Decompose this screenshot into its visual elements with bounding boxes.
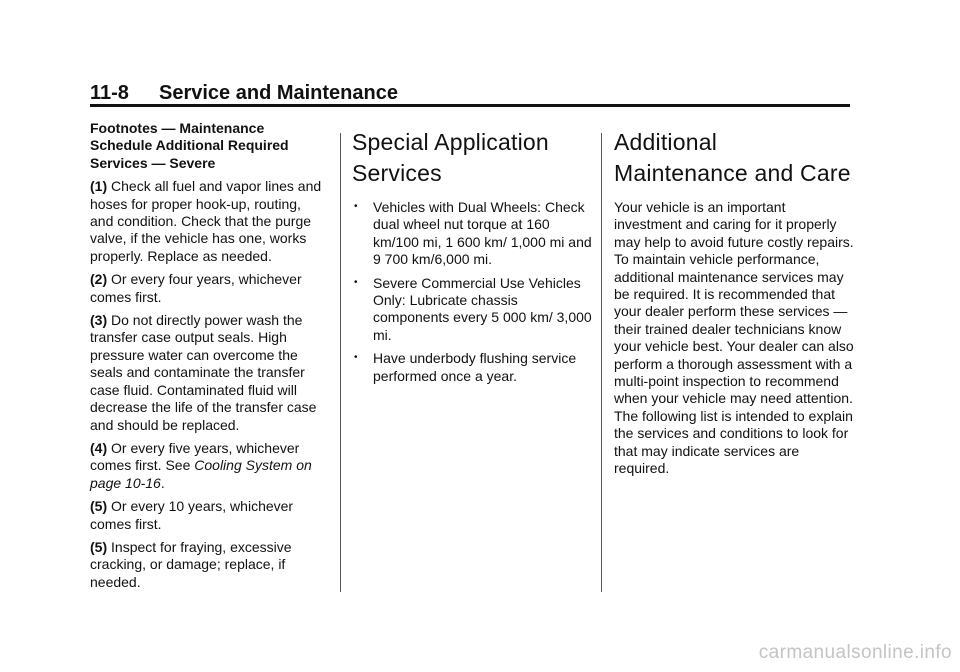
page-number: 11-8 bbox=[90, 82, 129, 104]
footnote-label: (3) bbox=[90, 312, 108, 329]
footnote-label: (1) bbox=[90, 178, 108, 195]
bullet-icon: • bbox=[354, 276, 358, 288]
footnotes-subheading: Footnotes — Maintenance Schedule Additional Required Services — Severe bbox=[90, 120, 289, 171]
footnote-3 bbox=[90, 312, 328, 434]
column-footnotes bbox=[90, 120, 328, 597]
bullet-icon: • bbox=[354, 201, 358, 212]
column-divider bbox=[601, 133, 602, 592]
footnote-5a bbox=[90, 498, 328, 533]
footnote-label: (4) bbox=[90, 439, 108, 456]
list-item-text: Vehicles with Dual Wheels: Check dual wheel nut torque at 160 km/100 mi, 1 600 km/ 1,000 mi and 9 700 km/6,000 mi. bbox=[373, 199, 592, 268]
footnote-text: Inspect for fraying, excessive cracking, or damage; replace, if needed. bbox=[90, 538, 292, 590]
additional-care-paragraph: Your vehicle is an important investment and caring for it properly may help to avoid future costly repairs. To maintain vehicle performance, additional maintenance services may be required. It is recommended that your dealer perform these services — their trained dealer technicians know your vehicle best. Your dealer can also perform a thorough assessment with a multi-point inspection to recommend when your vehicle may need attention. The following list is intended to explain the services and conditions to look for that may indicate services are required. bbox=[614, 199, 854, 477]
footnote-1 bbox=[90, 178, 328, 265]
bullet-icon: • bbox=[354, 352, 358, 364]
section-title: Service and Maintenance bbox=[159, 82, 398, 104]
watermark: carmanualsonline.info bbox=[758, 642, 952, 663]
footnote-text-end: . bbox=[160, 474, 165, 491]
footnote-text: Or every five years, whichever comes first. See bbox=[90, 439, 300, 474]
footnote-label: (5) bbox=[90, 538, 108, 555]
list-item bbox=[352, 199, 592, 269]
special-services-heading: Special Application Services bbox=[352, 129, 549, 186]
column-special-services bbox=[352, 120, 592, 391]
footnote-text: Do not directly power wash the transfer case output seals. High pressure water can overcome the seals and contaminate the transfer case fluid. Contaminated fluid will decrease the life of the transfer case and should be replaced. bbox=[90, 312, 317, 433]
special-services-list bbox=[352, 199, 592, 385]
footnote-text: Check all fuel and vapor lines and hoses for proper hook-up, routing, and condition. Check that the purge valve, if the vehicle has one, works properly. Replace as needed. bbox=[90, 178, 322, 264]
footnote-4 bbox=[90, 440, 328, 492]
additional-care-heading: Additional Maintenance and Care bbox=[614, 129, 851, 186]
column-divider bbox=[340, 133, 341, 592]
footnote-text: Or every four years, whichever comes first. bbox=[90, 271, 302, 305]
list-item-text: Severe Commercial Use Vehicles Only: Lubricate chassis components every 5 000 km/ 3,000 mi. bbox=[373, 274, 592, 343]
page-header bbox=[90, 80, 850, 106]
list-item-text: Have underbody flushing service performed once a year. bbox=[373, 350, 577, 384]
footnote-label: (5) bbox=[90, 498, 108, 515]
list-item bbox=[352, 350, 592, 385]
footnote-label: (2) bbox=[90, 271, 108, 288]
footnote-5b bbox=[90, 539, 328, 591]
footnote-text: Or every 10 years, whichever comes first. bbox=[90, 498, 294, 532]
cooling-system-link[interactable]: Cooling System on page 10-16 bbox=[90, 457, 312, 491]
header-rule bbox=[90, 104, 850, 107]
footnote-2 bbox=[90, 271, 328, 306]
list-item bbox=[352, 275, 592, 345]
column-additional-care bbox=[614, 120, 854, 484]
